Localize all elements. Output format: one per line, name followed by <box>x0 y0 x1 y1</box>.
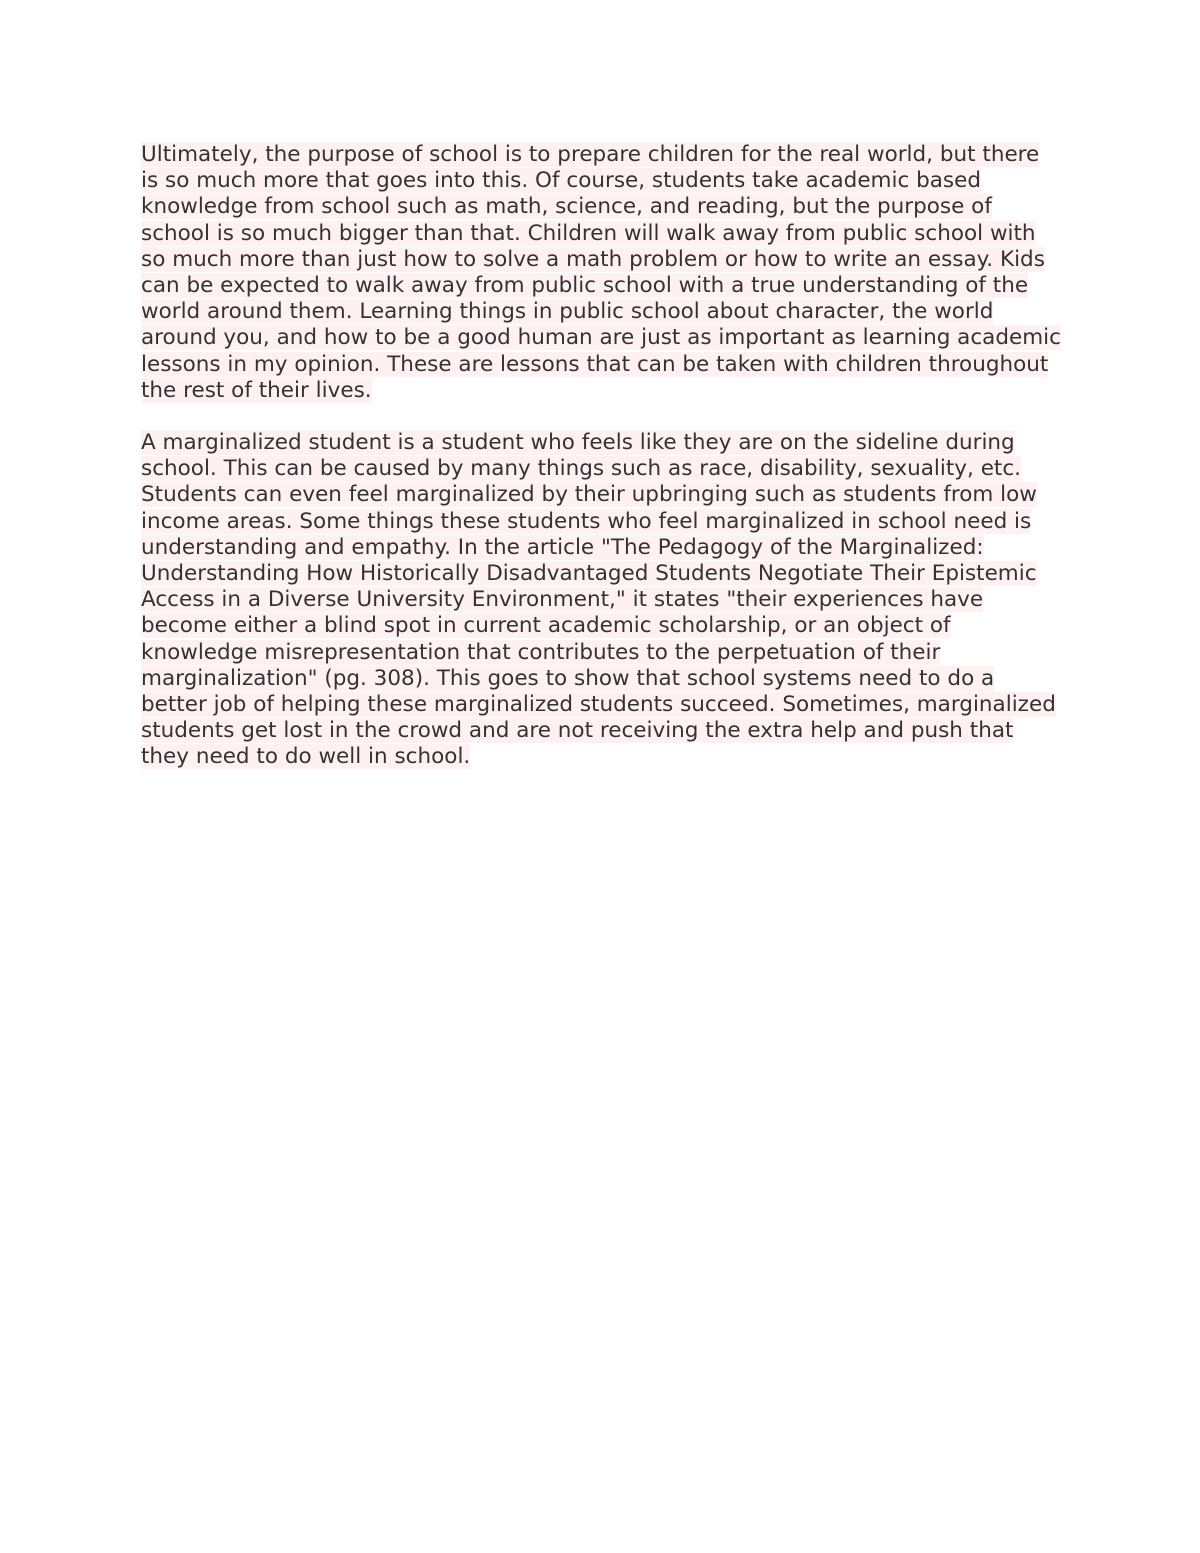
paragraph-purpose-of-school <box>141 142 1061 404</box>
document-body <box>141 142 1061 771</box>
paragraph-marginalized-student <box>141 430 1061 771</box>
paragraph-text: A marginalized student is a student who feels like they are on the sideline during school. This can be caused by many things such as race, disability, sexuality, etc. Students can even feel marginalized by their upbringing such as students from low income areas. Some things these students who feel marginalized in school need is understanding and empathy. In the article "The Pedagogy of the Marginalized: Understanding How Historically Disadvantaged Students Negotiate Their Epistemic Access in a Diverse University Environment," it states "their experiences have become either a blind spot in current academic scholarship, or an object of knowledge misrepresentation that contributes to the perpetuation of their marginalization" (pg. 308). This goes to show that school systems need to do a better job of helping these marginalized students succeed. Sometimes, marginalized students get lost in the crowd and are not receiving the extra help and push that they need to do well in school. <box>141 430 1056 770</box>
paragraph-text: Ultimately, the purpose of school is to prepare children for the real world, but there is so much more that goes into this. Of course, students take academic based knowledge from school such as math, science, and reading, but the purpose of school is so much bigger than that. Children will walk away from public school with so much more than just how to solve a math problem or how to write an essay. Kids can be expected to walk away from public school with a true understanding of the world around them. Learning things in public school about character, the world around you, and how to be a good human are just as important as learning academic lessons in my opinion. These are lessons that can be taken with children throughout the rest of their lives. <box>141 142 1061 403</box>
